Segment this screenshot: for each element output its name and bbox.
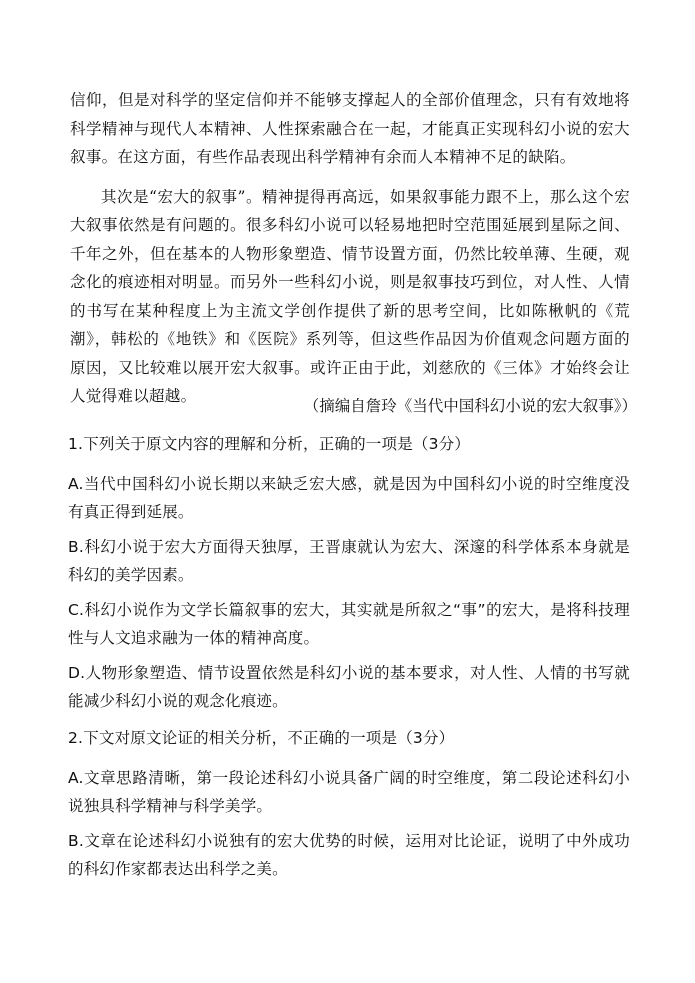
reading-passage <box>70 86 630 411</box>
question-2-option-b-block <box>68 827 630 883</box>
question-1-option-b-block <box>68 533 630 589</box>
question-1-option-a-block <box>68 470 630 526</box>
question-1-stem: 1.下列关于原文内容的理解和分析，正确的一项是（3分） <box>68 435 471 453</box>
question-2-option-b: B.文章在论述科幻小说独有的宏大优势的时候，运用对比论证，说明了中外成功的科幻作家都表达出科学之美。 <box>68 832 630 878</box>
passage-paragraph-2: 其次是“宏大的叙事”。精神提得再高远，如果叙事能力跟不上，那么这个宏大叙事依然是有问题的。很多科幻小说可以轻易地把时空范围延展到星际之间、千年之外，但在基本的人物形象塑造、情节设置方面，仍然比较单薄、生硬，观念化的痕迹相对明显。而另外一些科幻小说，则是叙事技巧到位，对人性、人情的书写在某种程度上为主流文学创作提供了新的思考空间，比如陈楸帆的《荒潮》，韩松的《地铁》和《医院》系列等，但这些作品因为价值观念问题方面的原因，又比较难以展开宏大叙事。或许正由于此，刘慈欣的《三体》才始终会让人觉得难以超越。 <box>70 187 630 405</box>
question-1-option-d-block <box>68 659 630 715</box>
question-1-option-c: C.科幻小说作为文学长篇叙事的宏大，其实就是所叙之“事”的宏大，是将科技理性与人文追求融为一体的精神高度。 <box>68 601 630 647</box>
question-2-option-a: A.文章思路清晰，第一段论述科幻小说具备广阔的时空维度，第二段论述科幻小说独具科学精神与科学美学。 <box>68 769 630 815</box>
question-1-option-d: D.人物形象塑造、情节设置依然是科幻小说的基本要求，对人性、人情的书写就能减少科幻小说的观念化痕迹。 <box>68 664 630 710</box>
passage-paragraph-1: 信仰，但是对科学的坚定信仰并不能够支撑起人的全部价值理念，只有有效地将科学精神与现代人本精神、人性探索融合在一起，才能真正实现科幻小说的宏大叙事。在这方面，有些作品表现出科学精神有余而人本精神不足的缺陷。 <box>70 91 630 166</box>
question-1-option-c-block <box>68 596 630 652</box>
question-1-option-a: A.当代中国科幻小说长期以来缺乏宏大感，就是因为中国科幻小说的时空维度没有真正得到延展。 <box>68 475 630 521</box>
question-1-stem-block <box>68 430 630 458</box>
question-2-stem: 2.下文对原文论证的相关分析，不正确的一项是（3分） <box>68 729 455 747</box>
question-2-stem-block <box>68 724 630 752</box>
source-citation: （摘编自詹玲《当代中国科幻小说的宏大叙事》） <box>303 397 637 415</box>
question-1-option-b: B.科幻小说于宏大方面得天独厚，王晋康就认为宏大、深邃的科学体系本身就是科幻的美学因素。 <box>68 538 630 584</box>
question-2-option-a-block <box>68 764 630 820</box>
